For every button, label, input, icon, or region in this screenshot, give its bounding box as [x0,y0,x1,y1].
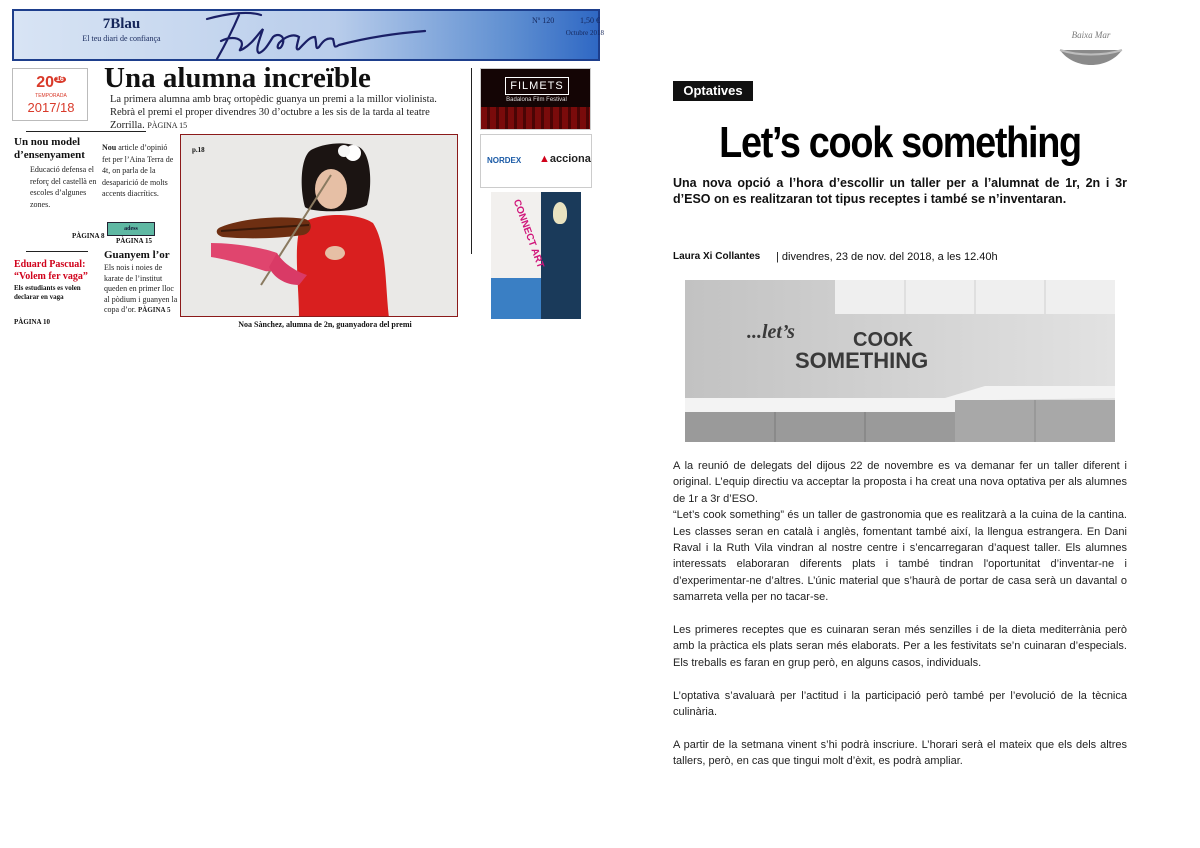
acciona-logo: ▲acciona [539,153,591,165]
cinema-seats-icon [481,107,591,130]
kitchen-illustration-icon [685,280,1115,442]
eduard-quote: “Volem fer vaga” [14,271,88,282]
opinion-body [102,142,176,200]
article-body [673,458,1127,770]
issue-date: Octubre 2018 [565,29,604,37]
newspaper-slogan: El teu diari de confiança [82,34,161,43]
eduard-name: Eduard Pascual: [14,259,86,270]
season-superscript: 16 [56,75,64,83]
front-lead-page: PÀGINA 15 [147,121,188,130]
karate-text: Els nois i noies de karate de l’institut queden en primer lloc al pòdium i guanyen la copa d’or. [104,263,178,314]
column-education [14,136,105,240]
newspaper-masthead [12,9,604,61]
image-text-something: SOMETHING [795,348,929,373]
front-lead [110,93,440,132]
front-lead-text: La primera alumna amb braç ortopèdic guanya un premi a la millor violinista. Rebrà el premi el proper divendres 30 d’octubre a les sis de la tarda al teatre Zorrilla. [110,94,437,131]
horizontal-divider [26,131,146,132]
ad-connect-art [491,192,581,319]
article-paragraph: “Let’s cook something” és un taller de gastronomia que es realitzarà a la cuina de la cantina. Les classes seran en català i anglès, fomentant també així, la llengua estrangera. En Dani Raval i la Ruth Vila vindran al nostre centre i s’encarregaran d’aquest taller. Els alumnes interessats elaboraran diferents plats i també tindran l'oportunitat d’inventar-ne i d’experimentar-ne d’altres. L’únic material que s’haurà de portar de casa serà un davantal o samarreta vella per no tacar-se. [673,509,1127,604]
acciona-mark-icon: ▲ [539,153,550,165]
front-headline: Una alumna increïble [104,62,371,94]
season-number: 20 $^{16}$ [36,74,64,91]
section-tag: Optatives [673,81,753,101]
karate-title: Guanyem l’or [104,249,170,261]
nordex-logo: NORDEX [487,156,522,165]
opinion-page: PÀGINA 15 [116,237,152,245]
filmets-title: FILMETS [505,77,569,95]
filmets-subtitle: Badalona Film Festival [506,97,567,103]
photo-page: p.18 [192,146,205,154]
article-title: Let’s cook something [719,118,1081,167]
education-title: Un nou model d’ensenyament [14,136,85,161]
article-date: | divendres, 23 de nov. del 2018, a les 12.40h [776,251,998,263]
article-author: Laura Xi Collantes [673,251,761,262]
baixa-mar-logo-text: Baixa Mar [1071,30,1111,40]
ad-tag: adess [107,222,155,236]
karate-body [104,263,178,316]
eduard-subtitle: Els estudiants es volen declarar en vaga [14,284,81,301]
article-paragraph: A la reunió de delegats del dijous 22 de novembre es va demanar fer un taller diferent i original. L’equip directiu va acceptar la proposta i ha creat una nova optativa per als alumnes de 1r a 3r d’ESO. [673,460,1127,505]
newspaper-name: 7Blau [102,16,141,32]
handwritten-logo-icon [199,7,429,67]
opinion-lead-word: Nou [102,143,117,152]
ad-filmets [480,68,591,130]
opinion-text: article d’opinió fet per l’Aina Terra de 4t, on parla de la desaparició de molts accents diacrítics. [102,143,174,198]
light-bulb-icon [553,202,567,224]
column-opinion [102,142,176,200]
article-paragraph: Les primeres receptes que es cuinaran seran més senzilles i de la dieta mediterrània però amb la pràctica els plats seran més elaborats. Per a les festivitats se’n cuinaran d’especials. Els treballs es faran en grup però, en alguns casos, individuals. [673,624,1127,669]
karate-page: PÀGINA 5 [138,306,171,314]
vertical-divider [471,68,472,254]
season-label: TEMPORADA [35,93,67,99]
baixa-mar-logo-icon [1056,26,1126,72]
article-paragraph: L’optativa s’avaluarà per l’actitud i la participació però també per l’evolució de la tècnica culinària. [673,689,1127,719]
kitchen-photo [685,280,1115,442]
violinist-illustration-icon [181,135,458,317]
image-text-cook: COOK [853,329,913,351]
connect-art-title: CONNECT ART [510,198,546,270]
season-years: 2017/18 [27,100,75,115]
violinist-photo [180,134,458,317]
education-page: PÀGINA 8 [72,232,105,240]
education-body: Educació defensa el reforç del castellà en escoles d’algunes zones. [30,165,97,209]
horizontal-divider [26,251,88,252]
ad-nordex-acciona [480,134,592,188]
image-text-lets: ...let’s [747,321,795,343]
article-subtitle: Una nova opció a l’hora d’escollir un taller per a l’alumnat de 1r, 2n i 3r d’ESO on es realitzaran tot tipus receptes i també se n’inventaran. [673,176,1127,206]
article-paragraph: A partir de la setmana vinent s’hi podrà inscriure. L’horari serà el mateix que els dels altres tallers, però, en cas que tingui molt d’èxit, es podrà ampliar. [673,738,1127,768]
issue-number: Nº 120 [532,16,555,25]
photo-caption: Noa Sànchez, alumna de 2n, guanyadora del premi [238,320,412,329]
season-badge [12,68,88,121]
issue-price: 1,50 € [580,16,600,25]
eduard-page: PÀGINA 10 [14,318,50,326]
